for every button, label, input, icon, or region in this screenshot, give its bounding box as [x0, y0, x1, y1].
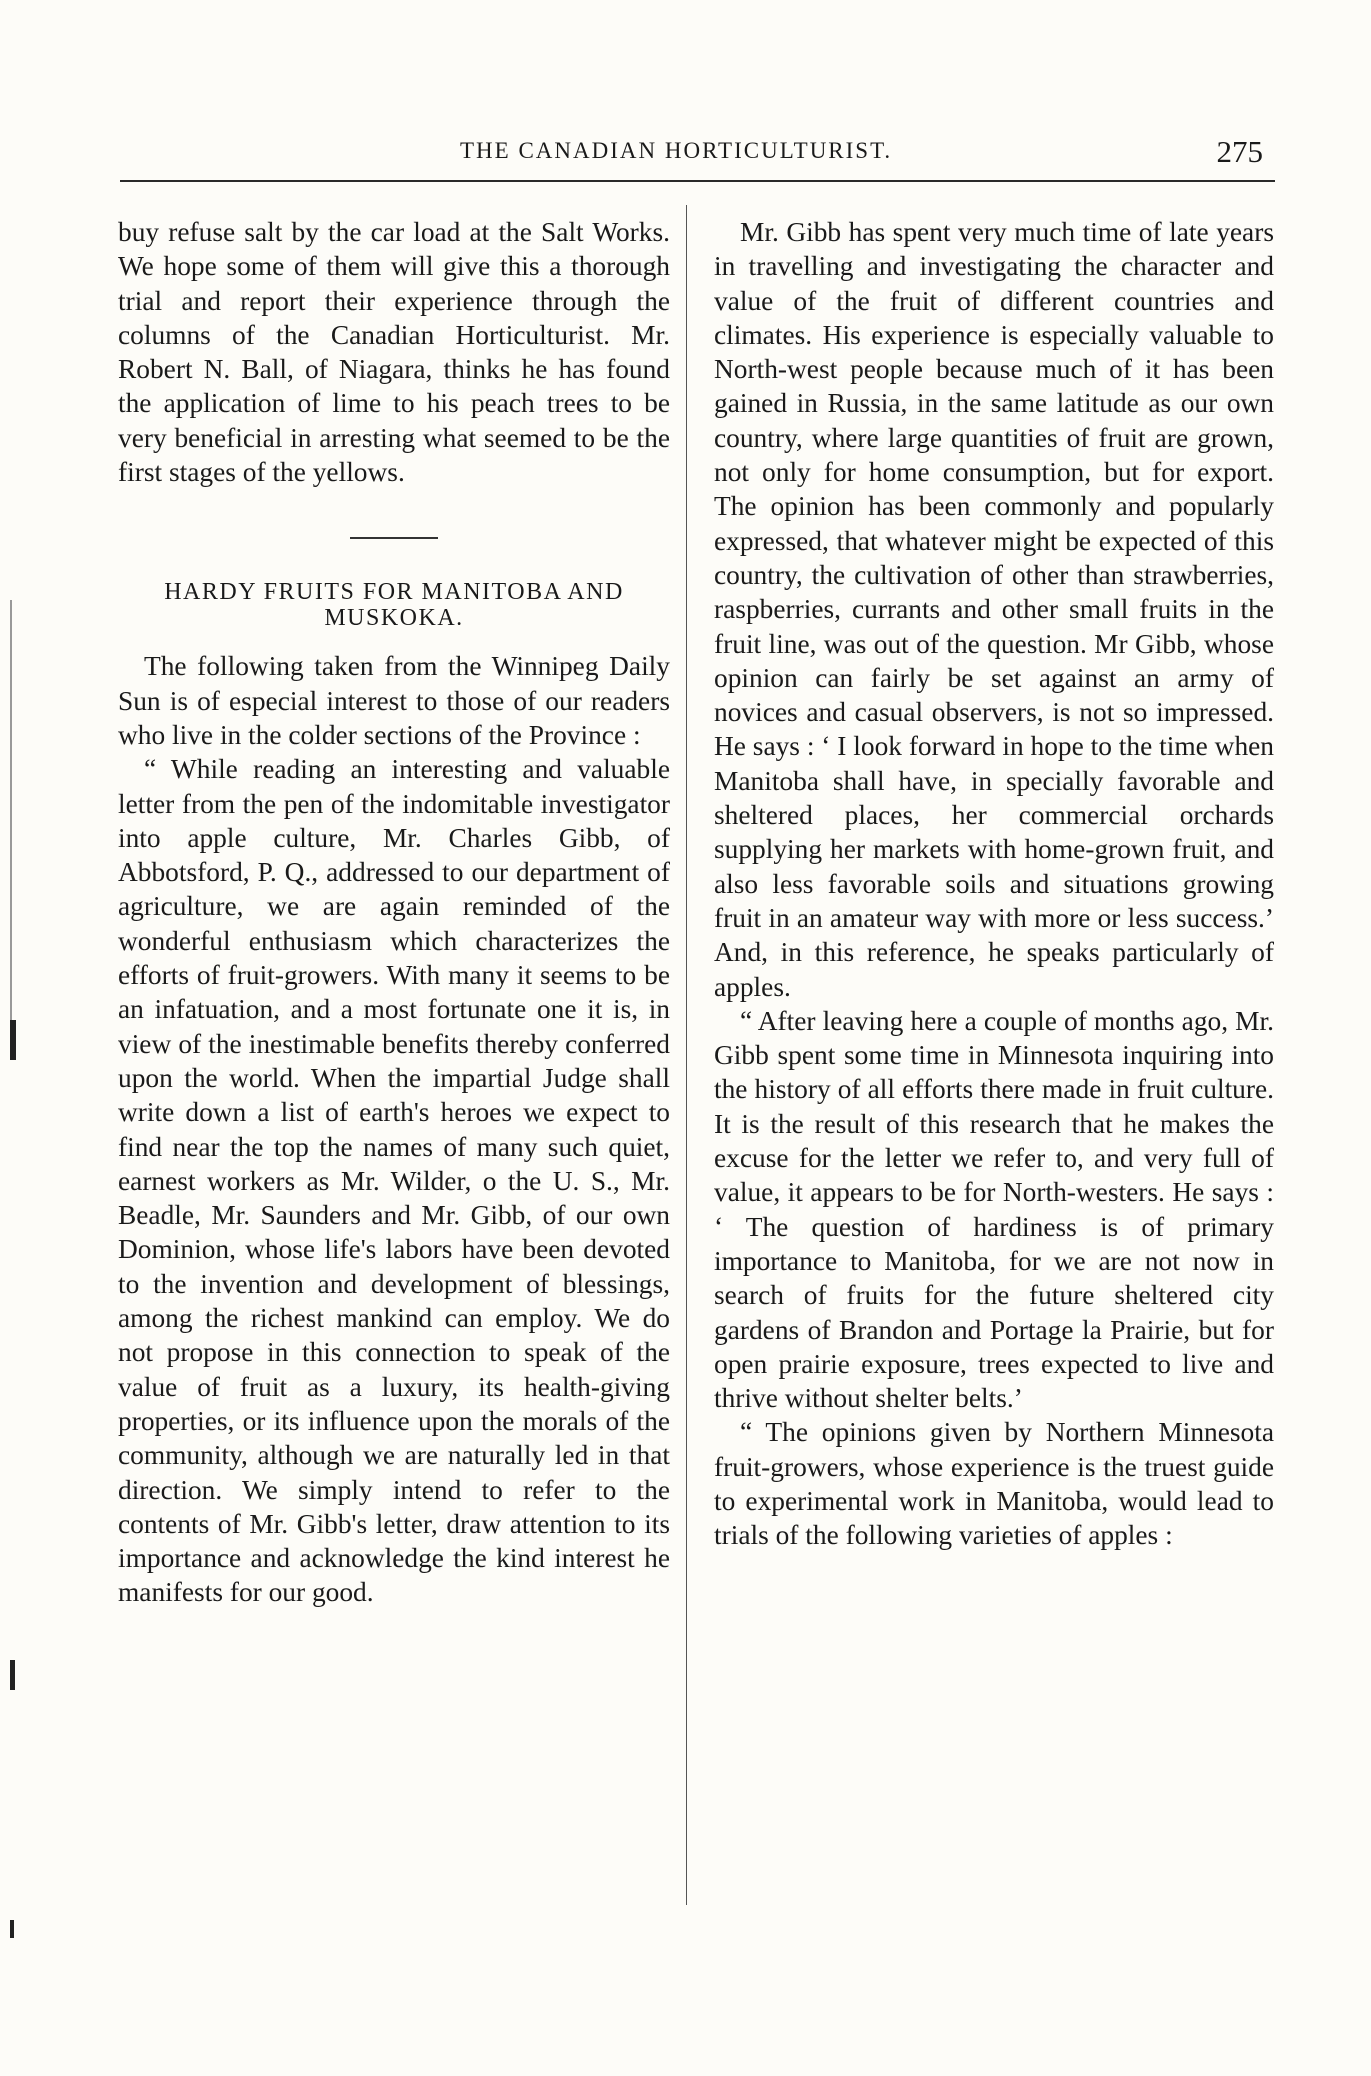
running-head	[120, 134, 1275, 174]
left-column	[118, 215, 670, 1610]
left-paragraph-3: “ While reading an interesting and valuable letter from the pen of the indomitable investigator into apple culture, Mr. Charles Gibb, of Abbotsford, P. Q., addressed to our department of agriculture, we are again reminded of the wonderful enthusiasm which characterizes the efforts of fruit-growers. With many it seems to be an infatuation, and a most fortunate one it is, in view of the inestimable benefits thereby conferred upon the world. When the impartial Judge shall write down a list of earth's heroes we expect to find near the top the names of many such quiet, earnest workers as Mr. Wilder, o the U. S., Mr. Beadle, Mr. Saunders and Mr. Gibb, of our own Dominion, whose life's labors have been devoted to the invention and development of blessings, among the richest mankind can employ. We do not propose in this connection to speak of the value of fruit as a luxury, its health-giving properties, or its influence upon the morals of the community, although we are naturally led in that direction. We simply intend to refer to the contents of Mr. Gibb's letter, draw attention to its importance and acknowledge the kind interest he manifests for our good.	[118, 754, 670, 1608]
header-rule	[120, 180, 1275, 182]
column-divider	[686, 205, 687, 1905]
margin-mark	[10, 1920, 14, 1938]
margin-line	[10, 600, 12, 1020]
margin-mark	[10, 1660, 15, 1690]
left-paragraph-2: The following taken from the Winnipeg Daily Sun is of especial interest to those of our readers who live in the colder sections of the Province :	[118, 651, 670, 750]
journal-title: THE CANADIAN HORTICULTURIST.	[460, 138, 893, 163]
right-paragraph-2: “ After leaving here a couple of months ago, Mr. Gibb spent some time in Minnesota inquiring into the history of all efforts there made in fruit culture. It is the result of this research that he makes the excuse for the letter we refer to, and very full of value, it appears to be for North-westers. He says : ‘ The question of hardiness is of primary importance to Manitoba, for we are not now in search of fruits for the future sheltered city gardens of Brandon and Portage la Prairie, but for open prairie exposure, trees expected to live and thrive without shelter belts.’	[714, 1005, 1274, 1414]
scan-margin-marks	[6, 600, 22, 2020]
margin-mark	[10, 1020, 16, 1060]
section-heading: HARDY FRUITS FOR MANITOBA AND MUSKOKA.	[164, 579, 624, 632]
right-paragraph-3: “ The opinions given by Northern Minnesota fruit-growers, whose experience is the truest guide to experimental work in Manitoba, would lead to trials of the following varieties of apples :	[714, 1417, 1274, 1551]
page-number: 275	[1216, 134, 1263, 169]
left-paragraph-1: buy refuse salt by the car load at the Salt Works. We hope some of them will give this a thorough trial and report their experience through the columns of the Canadian Horticulturist. Mr. Robert N. Ball, of Niagara, thinks he has found the application of lime to his peach trees to be very beneficial in arresting what seemed to be the first stages of the yellows.	[118, 217, 670, 488]
right-paragraph-1: Mr. Gibb has spent very much time of late years in travelling and investigating the character and value of the fruit of different countries and climates. His experience is especially valuable to North-west people because much of it has been gained in Russia, in the same latitude as our own country, where large quantities of fruit are grown, not only for home consumption, but for export. The opinion has been commonly and popularly expressed, that whatever might be expected of this country, the cultivation of other than strawberries, raspberries, currants and other small fruits in the fruit line, was out of the question. Mr Gibb, whose opinion can fairly be set against an army of novices and casual observers, is not so impressed. He says : ‘ I look forward in hope to the time when Manitoba shall have, in specially favorable and sheltered places, her commercial orchards supplying her markets with home-grown fruit, and also less favorable soils and situations growing fruit in an amateur way with more or less success.’ And, in this reference, he speaks particularly of apples.	[714, 217, 1274, 1002]
right-column	[714, 215, 1274, 1553]
section-separator	[350, 537, 438, 539]
